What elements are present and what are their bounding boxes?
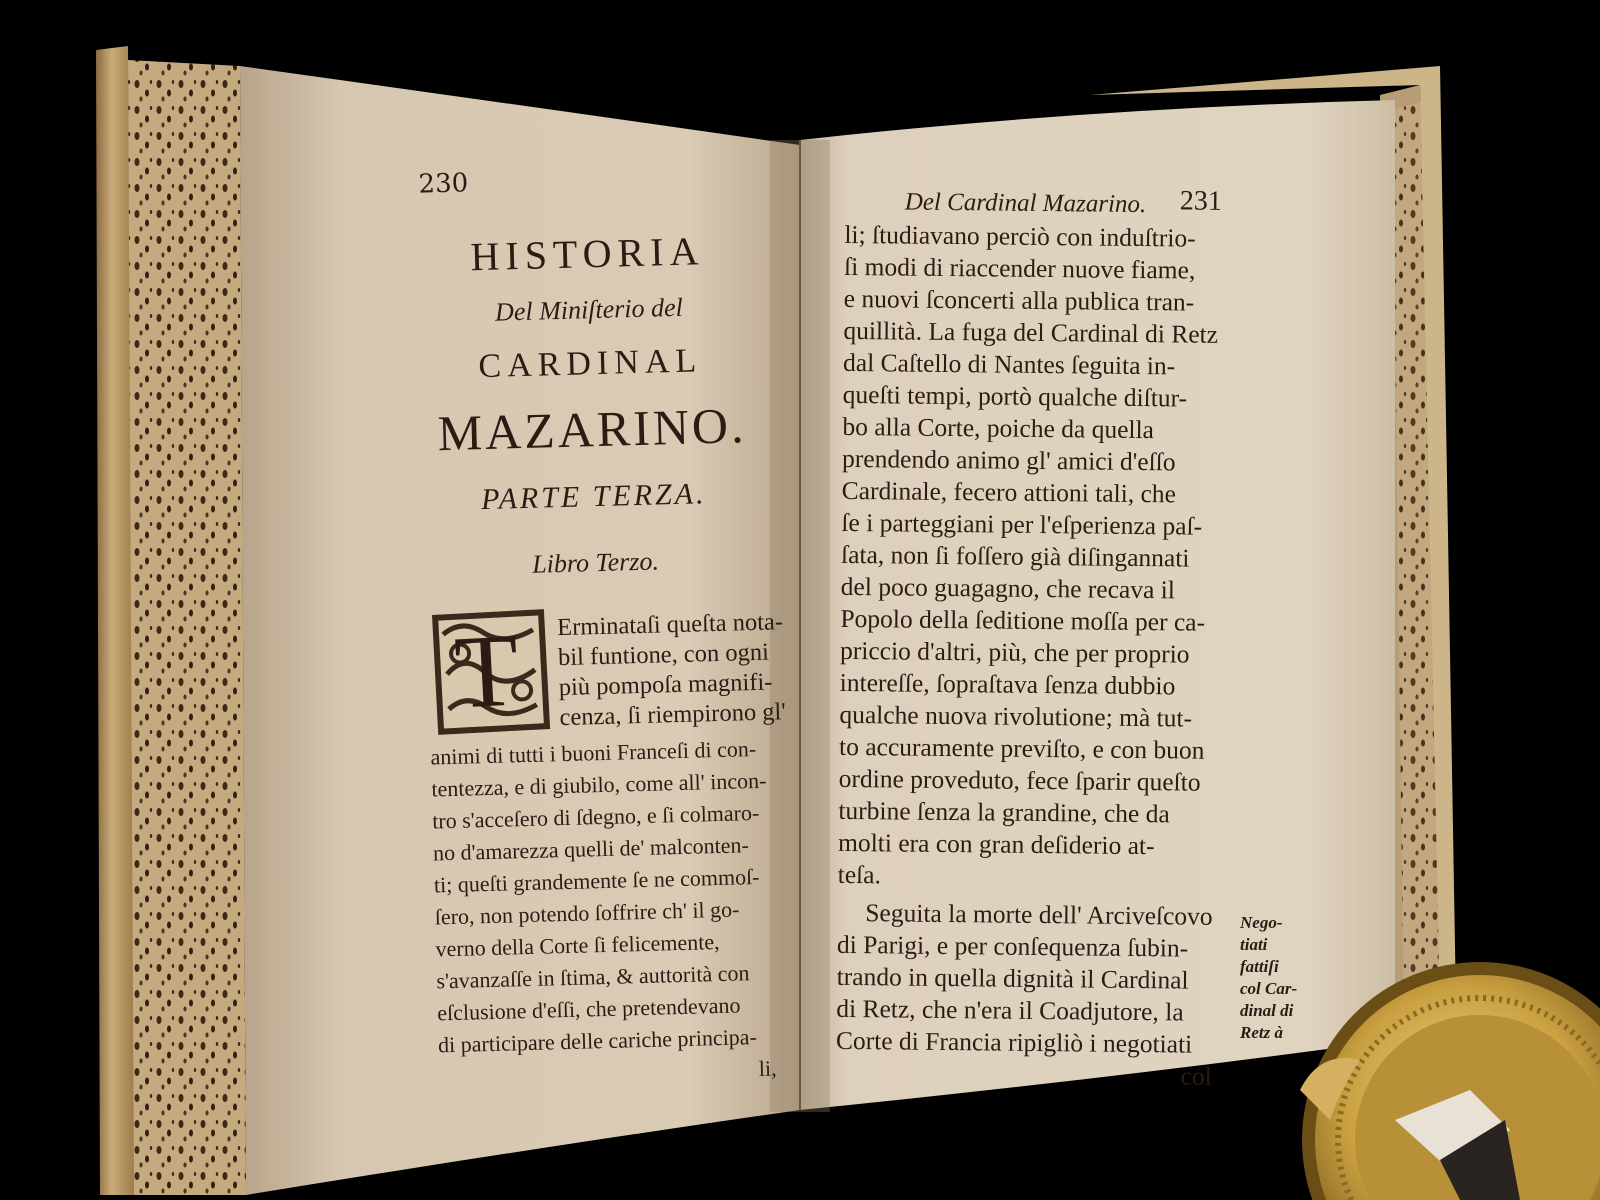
body-line: prendendo animo gl' amici d'eſſo xyxy=(841,443,1176,477)
body-line: li; ſtudiavano perciò con induſtrio- xyxy=(844,219,1196,253)
body-line: di Retz, che n'era il Coadjutore, la xyxy=(836,993,1184,1027)
body-line: di participare delle cariche principa- xyxy=(437,1024,758,1058)
part-heading: PARTE TERZA. xyxy=(480,477,707,517)
body-line: ti; queſti grandemente ſe ne commoſ- xyxy=(433,863,760,898)
body-line: animi di tutti i buoni Franceſi di con- xyxy=(430,735,757,770)
title-cardinal: CARDINAL xyxy=(478,342,703,386)
body-line: Cardinale, fecero attioni tali, che xyxy=(841,475,1177,509)
body-line: ſata, non ſi foſſero già diſingannati xyxy=(840,539,1190,573)
body-line: e nuovi ſconcerti alla publica tran- xyxy=(843,283,1195,317)
marginal-note: Nego- tiati fattiſi col Car- dinal di Retz à xyxy=(1240,913,1298,1042)
body-line: bil funtione, con ogni xyxy=(557,638,770,672)
running-head: Del Cardinal Mazarino. xyxy=(904,188,1147,219)
body-line: eſclusione d'eſſi, che pretendevano xyxy=(436,992,741,1026)
body-line: Popolo della ſeditione moſſa per ca- xyxy=(840,603,1206,637)
body-line: col xyxy=(1180,1061,1212,1091)
left-page-number: 230 xyxy=(418,168,469,200)
body-line: intereſſe, ſopraſtava ſenza dubbio xyxy=(839,667,1176,701)
body-line: queſti tempi, portò qualche diſtur- xyxy=(842,379,1188,413)
body-line: dal Caſtello di Nantes ſeguita in- xyxy=(842,347,1176,381)
body-line: teſa. xyxy=(837,859,882,890)
body-line: turbine ſenza la grandine, che da xyxy=(838,795,1170,829)
right-page-number: 231 xyxy=(1179,185,1222,217)
body-line: di Parigi, e per conſequenza ſubin- xyxy=(836,929,1189,963)
body-line: to accuramente previſto, e con buon xyxy=(838,731,1205,765)
body-line: li, xyxy=(758,1055,777,1082)
body-line: ordine proveduto, fece ſparir queſto xyxy=(838,763,1201,797)
body-line: s'avanzaſſe in ſtima, & auttorità con xyxy=(436,960,750,994)
body-line: cenza, ſi riempirono gl' xyxy=(559,698,787,732)
title-ministerio: Del Miniſterio del xyxy=(494,292,684,327)
drop-cap-letter: T xyxy=(452,612,522,731)
body-line: tro s'acceſero di ſdegno, e ſi colmaro- xyxy=(431,799,760,834)
body-line: qualche nuova rivolutione; mà tut- xyxy=(839,699,1193,733)
body-line: Seguita la morte dell' Arciveſcovo xyxy=(865,898,1213,931)
body-line: del poco guagagno, che recava il xyxy=(840,571,1176,605)
book-heading: Libro Terzo. xyxy=(531,546,660,579)
body-line: quillità. La fuga del Cardinal di Retz xyxy=(843,315,1219,349)
body-line: trando in quella dignità il Cardinal xyxy=(836,961,1189,995)
body-line: molti era con gran deſiderio at- xyxy=(837,827,1155,861)
title-historia: HISTORIA xyxy=(469,228,705,280)
title-mazarino: MAZARINO. xyxy=(436,397,748,462)
body-line: più pompoſa magnifi- xyxy=(558,668,773,702)
body-line: tentezza, e di giubilo, come all' incon- xyxy=(431,767,767,802)
body-line: Corte di Francia ripigliò i negotiati xyxy=(835,1025,1193,1059)
body-line: ſi modi di riaccender nuove fiame, xyxy=(843,251,1196,285)
body-line: Erminataſi queſta nota- xyxy=(556,608,784,642)
body-line: verno della Corte ſi felicemente, xyxy=(435,929,720,962)
body-line: ſe i parteggiani per l'eſperienza paſ- xyxy=(841,507,1203,541)
body-line: ſero, non potendo ſoffrire ch' il go- xyxy=(434,896,740,930)
right-page-text xyxy=(835,180,1245,1091)
body-line: no d'amarezza quelli de' malconten- xyxy=(432,832,750,866)
body-line: priccio d'altri, più, che per proprio xyxy=(839,635,1190,669)
body-line: bo alla Corte, poiche da quella xyxy=(842,411,1155,445)
speckled-page-edge-left xyxy=(128,60,246,1195)
